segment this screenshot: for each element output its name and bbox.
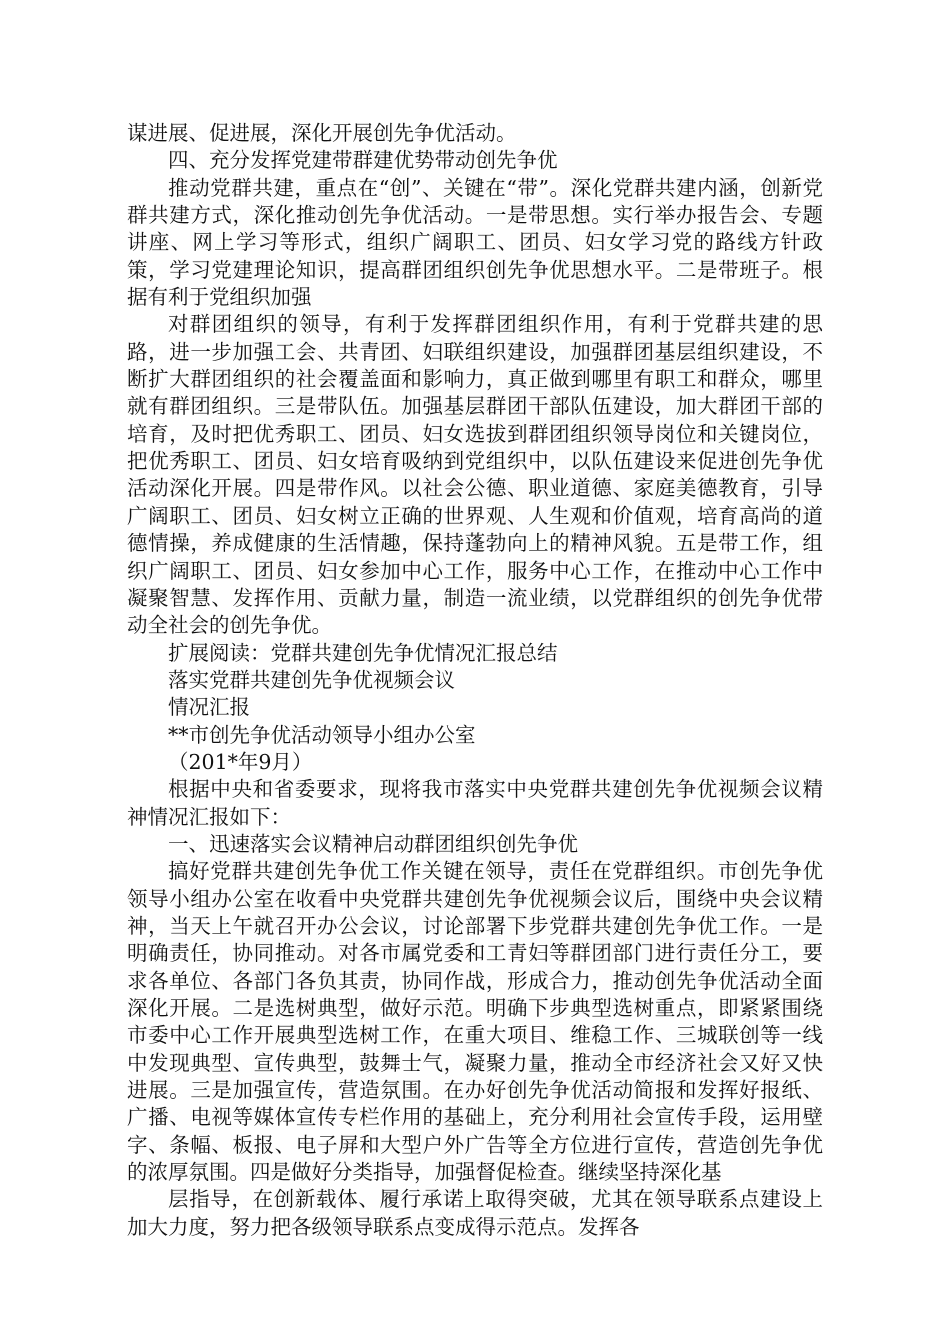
report-author: **市创先争优活动领导小组办公室 <box>168 722 476 747</box>
extended-reading-title: 扩展阅读：党群共建创先争优情况汇报总结 <box>168 640 558 665</box>
report-title-line: 落实党群共建创先争优视频会议 <box>168 667 455 692</box>
section-heading: 四、充分发挥党建带群建优势带动创先争优 <box>168 148 558 173</box>
paragraph: 根据中央和省委要求，现将我市落实中央党群共建创先争优视频会议精神情况汇报如下： <box>127 777 823 829</box>
report-date: （201*年9月） <box>168 749 313 774</box>
report-title-line: 情况汇报 <box>168 695 250 720</box>
paragraph: 搞好党群共建创先争优工作关键在领导，责任在党群组织。市创先争优领导小组办公室在收看中央党群共建创先争优视频会议后，围绕中央会议精神，当天上午就召开办公会议，讨论部署下步党群共建创先争优工作。一是明确责任，协同推动。对各市属党委和工青妇等群团部门进行责任分工，要求各单位、各部门各负其责，协同作战，形成合力，推动创先争优活动全面深化开展。二是选树典型，做好示范。明确下步典型选树重点，即紧紧围绕市委中心工作开展典型选树工作，在重大项目、维稳工作、三城联创等一线中发现典型、宣传典型，鼓舞士气，凝聚力量，推动全市经济社会又好又快进展。三是加强宣传，营造氛围。在办好创先争优活动简报和发挥好报纸、广播、电视等媒体宣传专栏作用的基础上，充分利用社会宣传手段，运用壁字、条幅、板报、电子屏和大型户外广告等全方位进行宣传，营造创先争优的浓厚氛围。四是做好分类指导，加强督促检查。继续坚持深化基 <box>127 859 823 1185</box>
paragraph: 对群团组织的领导，有利于发挥群团组织作用，有利于党群共建的思路，进一步加强工会、共青团、妇联组织建设，加强群团基层组织建设，不断扩大群团组织的社会覆盖面和影响力，真正做到哪里有职工和群众，哪里就有群团组织。三是带队伍。加强基层群团干部队伍建设，加大群团干部的培育，及时把优秀职工、团员、妇女选拔到群团组织领导岗位和关键岗位，把优秀职工、团员、妇女培育吸纳到党组织中，以队伍建设来促进创先争优活动深化开展。四是带作风。以社会公德、职业道德、家庭美德教育，引导广阔职工、团员、妇女树立正确的世界观、人生观和价值观，培育高尚的道德情操，养成健康的生活情趣，保持蓬勃向上的精神风貌。五是带工作，组织广阔职工、团员、妇女参加中心工作，服务中心工作，在推动中心工作中凝聚智慧、发挥作用、贡献力量，制造一流业绩，以党群组织的创先争优带动全社会的创先争优。 <box>127 312 823 638</box>
paragraph: 谋进展、促进展，深化开展创先争优活动。 <box>127 121 517 145</box>
paragraph: 推动党群共建，重点在“创”、关键在“带”。深化党群共建内涵，创新党群共建方式，深化推动创先争优活动。一是带思想。实行举办报告会、专题讲座、网上学习等形式，组织广阔职工、团员、妇女学习党的路线方针政策，学习党建理论知识，提高群团组织创先争优思想水平。二是带班子。根据有利于党组织加强 <box>127 175 823 310</box>
section-heading: 一、迅速落实会议精神启动群团组织创先争优 <box>168 831 578 856</box>
paragraph: 层指导，在创新载体、履行承诺上取得突破，尤其在领导联系点建设上加大力度，努力把各级领导联系点变成得示范点。发挥各 <box>127 1187 823 1239</box>
document-body <box>127 120 823 1241</box>
